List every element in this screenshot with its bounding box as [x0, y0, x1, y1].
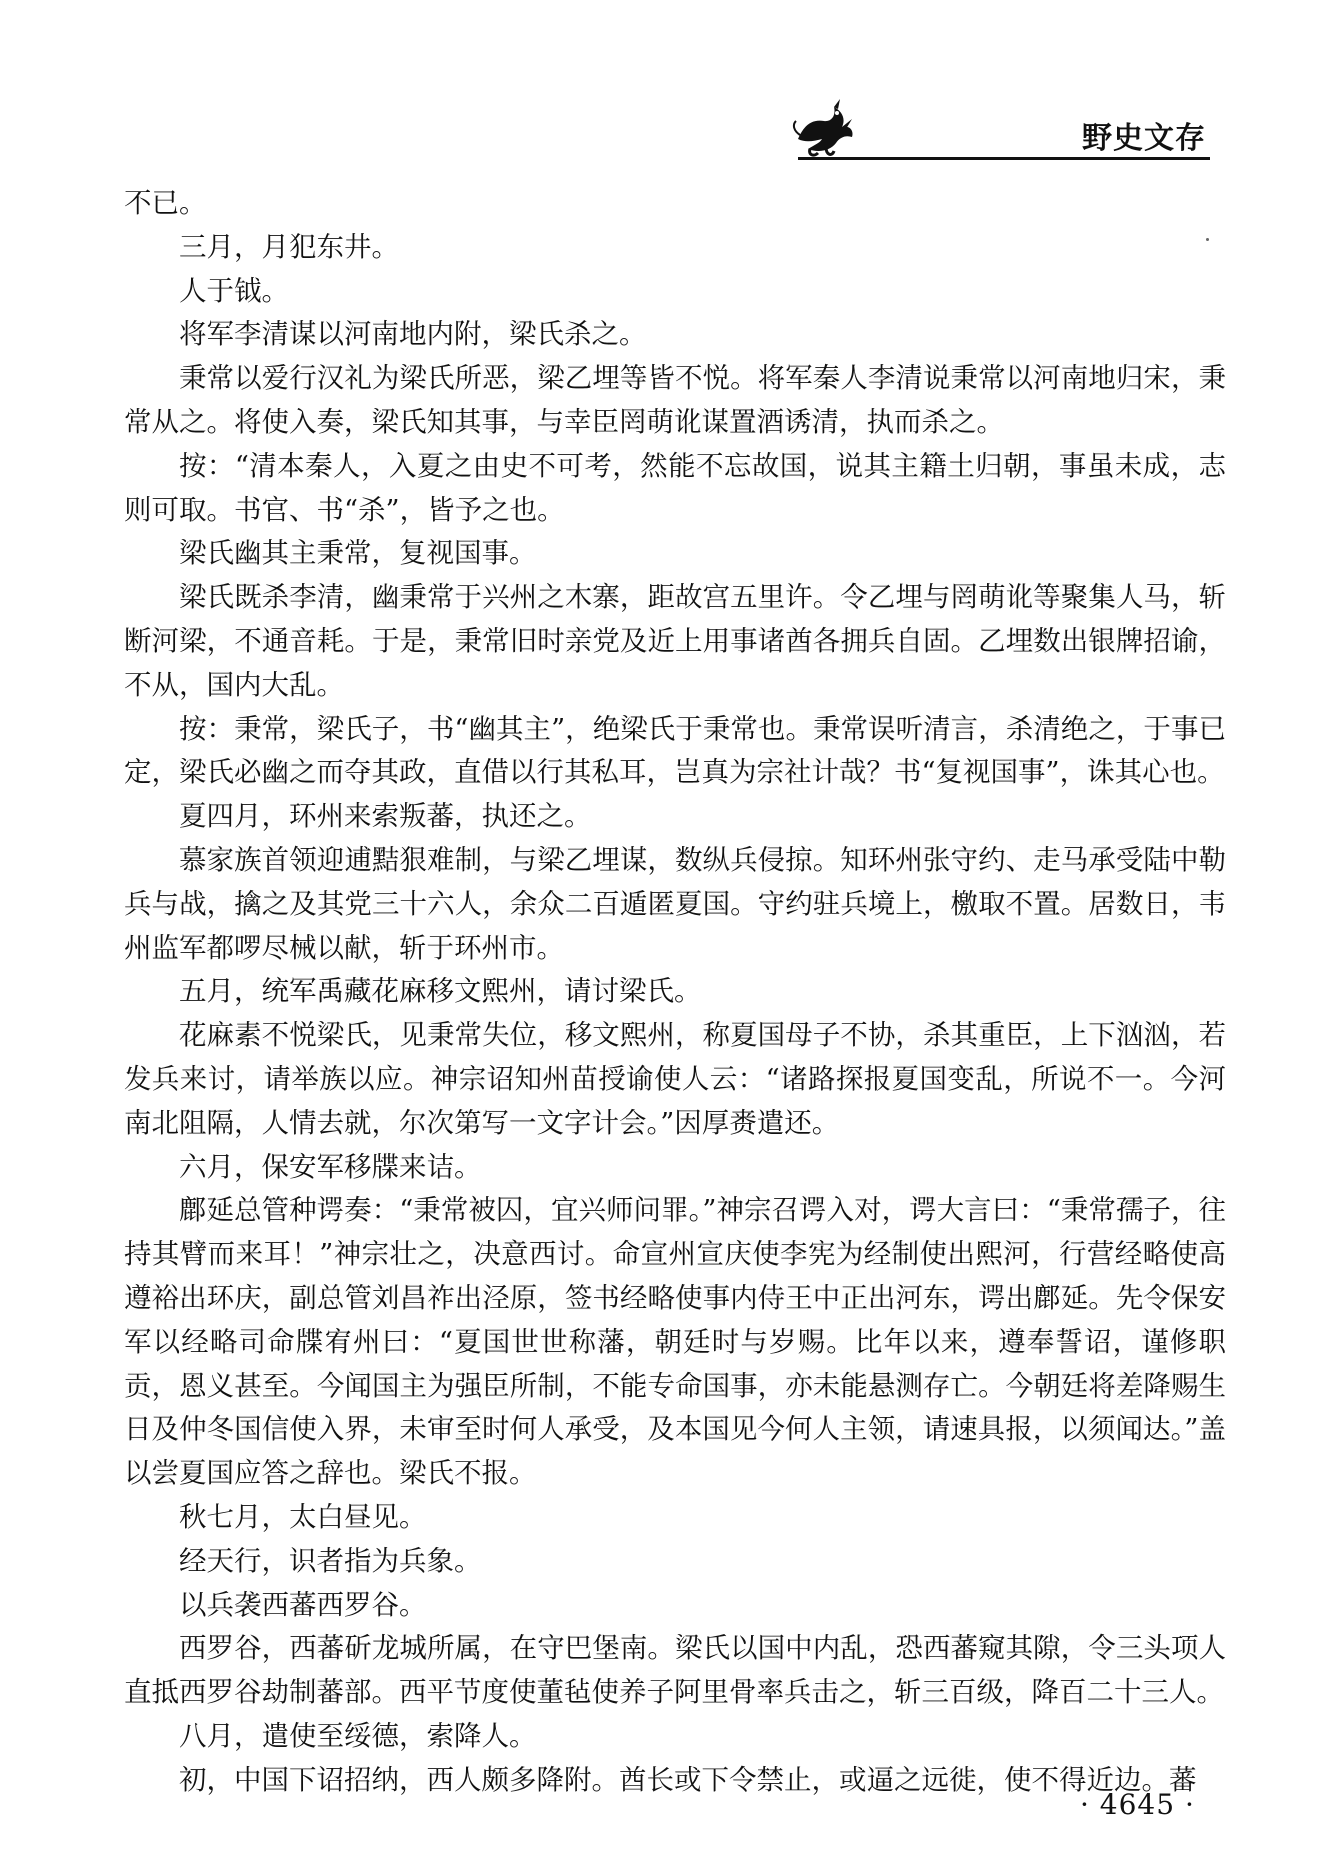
paragraph: 五月，统军禹藏花麻移文熙州，请讨梁氏。: [179, 975, 702, 1008]
paragraph: 初，中国下诏招纳，西人颇多降附。酋长或下令禁止，或逼之远徙，使不得近边。蕃: [179, 1763, 1197, 1796]
paragraph: 慕家族首领迎逋黠狠难制，与梁乙埋谋，数纵兵侵掠。知环州张守约、走马承受陆中勒兵与战，擒之及其党三十六人，余众二百遁匿夏国。守约驻兵境上，檄取不置。居数日，韦州监军都啰尽械以献，斩于环州市。: [124, 843, 1226, 964]
dragon-emblem-icon: [790, 95, 860, 161]
paragraph: 鄜延总管种谔奏：“秉常被囚，宜兴师问罪。”神宗召谔入对，谔大言曰：“秉常孺子，往持其臂而来耳！”神宗壮之，决意西讨。命宣州宣庆使李宪为经制使出熙河，行营经略使高遵裕出环庆，副总管刘昌祚出泾原，签书经略使事内侍王中正出河东，谔出鄜延。先令保安军以经略司命牒宥州曰：“夏国世世称藩，朝廷时与岁赐。比年以来，遵奉誓诏，谨修职贡，恩义甚至。今闻国主为强臣所制，不能专命国事，亦未能悬测存亡。今朝廷将差降赐生日及仲冬国信使入界，未审至时何人承受，及本国见今何人主领，请速具报，以须闻达。”盖以尝夏国应答之辞也。梁氏不报。: [124, 1194, 1226, 1490]
paragraph: 夏四月，环州来索叛蕃，执还之。: [179, 800, 592, 833]
paragraph: 秉常以爱行汉礼为梁氏所恶，梁乙埋等皆不悦。将军秦人李清说秉常以河南地归宋，秉常从之。将使入奏，梁氏知其事，与幸臣罔萌讹谋置酒诱清，执而杀之。: [124, 362, 1226, 438]
paragraph: 三月，月犯东井。: [179, 230, 399, 263]
paragraph: 花麻素不悦梁氏，见秉常失位，移文熙州，称夏国母子不协，杀其重臣，上下汹汹，若发兵来讨，请举族以应。神宗诏知州苗授谕使人云：“诸路探报夏国变乱，所说不一。今河南北阻隔，人情去就，尔次第写一文字计会。”因厚赉遣还。: [124, 1019, 1226, 1139]
running-header-title: 野史文存: [1082, 121, 1206, 156]
scan-speck: [1206, 238, 1209, 241]
paragraph: 梁氏既杀李清，幽秉常于兴州之木寨，距故宫五里许。令乙埋与罔萌讹等聚集人马，斩断河梁，不通音耗。于是，秉常旧时亲党及近上用事诸酋各拥兵自固。乙埋数出银牌招谕，不从，国内大乱。: [124, 581, 1226, 701]
paragraph: 秋七月，太白昼见。: [179, 1500, 427, 1533]
paragraph: 六月，保安军移牒来诘。: [179, 1150, 482, 1183]
body-text: [124, 182, 1226, 1802]
paragraph: 人于钺。: [179, 274, 289, 307]
paragraph: 梁氏幽其主秉常，复视国事。: [179, 537, 537, 570]
paragraph: 经天行，识者指为兵象。: [179, 1544, 482, 1577]
paragraph: 以兵袭西蕃西罗谷。: [179, 1588, 427, 1621]
paragraph: 将军李清谋以河南地内附，梁氏杀之。: [179, 318, 647, 351]
header-rule: [798, 157, 1210, 160]
paragraph: 按：秉常，梁氏子，书“幽其主”，绝梁氏于秉常也。秉常误听清言，杀清绝之，于事已定，梁氏必幽之而夺其政，直借以行其私耳，岂真为宗社计哉？书“复视国事”，诛其心也。: [124, 712, 1226, 789]
paragraph: 西罗谷，西蕃斫龙城所属，在守巴堡南。梁氏以国中内乱，恐西蕃窥其隙，令三头项人直抵西罗谷劫制蕃部。西平节度使董毡使养子阿里骨率兵击之，斩三百级，降百二十三人。: [124, 1632, 1226, 1709]
page-number: · 4645 ·: [1080, 1788, 1195, 1821]
paragraph: 八月，遣使至绥德，索降人。: [179, 1719, 537, 1752]
running-header: [790, 95, 1210, 165]
paragraph: 不已。: [124, 187, 207, 219]
paragraph: 按：“清本秦人，入夏之由史不可考，然能不忘故国，说其主籍土归朝，事虽未成，志则可取。书官、书“杀”，皆予之也。: [124, 449, 1226, 526]
